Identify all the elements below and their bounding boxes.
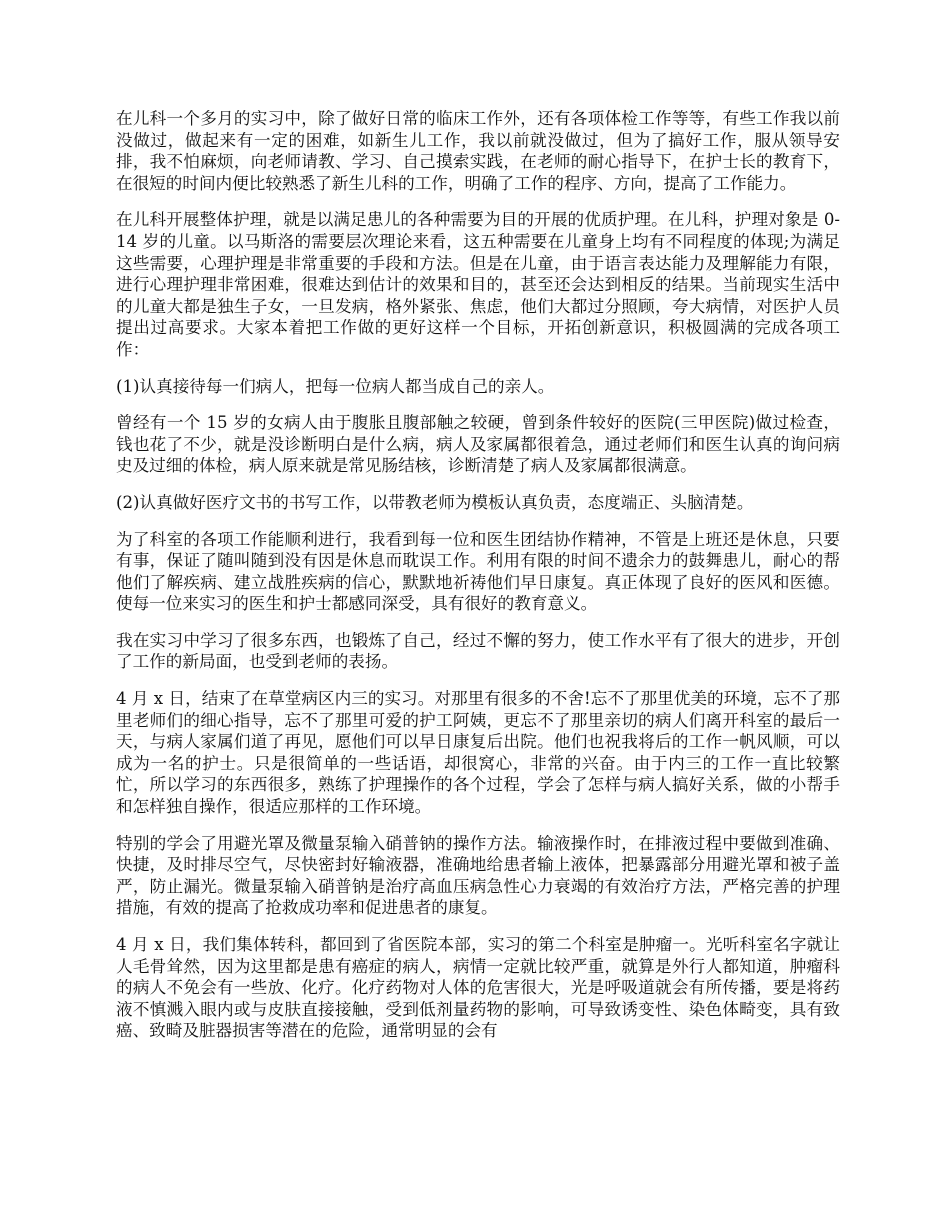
paragraph: 在儿科开展整体护理，就是以满足患儿的各种需要为目的开展的优质护理。在儿科，护理对象是 0-14 岁的儿童。以马斯洛的需要层次理论来看，这五种需要在儿童身上均有不同程度的体现;为满足这些需要，心理护理是非常重要的手段和方法。但是在儿童，由于语言表达能力及理解能力有限，进行心理护理非常困难，很难达到估计的效果和目的，甚至还会达到相反的结果。当前现实生活中的儿童大都是独生子女，一旦发病，格外紧张、焦虑，他们大都过分照顾，夸大病情，对医护人员提出过高要求。大家本着把工作做的更好这样一个目标，开拓创新意识，积极圆满的完成各项工作： — [116, 210, 840, 359]
paragraph: (2)认真做好医疗文书的书写工作，以带教老师为模板认真负责，态度端正、头脑清楚。 — [116, 492, 754, 512]
paragraph: 特别的学会了用避光罩及微量泵输入硝普钠的操作方法。输液操作时，在排液过程中要做到准确、快捷，及时排尽空气，尽快密封好输液器，准确地给患者输上液体，把暴露部分用避光罩和被子盖严，防止漏光。微量泵输入硝普钠是治疗高血压病急性心力衰竭的有效治疗方法，严格完善的护理措施，有效的提高了抢救成功率和促进患者的康复。 — [116, 833, 840, 918]
paragraph: 4 月 x 日，我们集体转科，都回到了省医院本部，实习的第二个科室是肿瘤一。光听科室名字就让人毛骨耸然，因为这里都是患有癌症的病人，病情一定就比较严重，就算是外行人都知道，肿瘤科的病人不免会有一些放、化疗。化疗药物对人体的危害很大，光是呼吸道就会有所传播，要是将药液不慎溅入眼内或与皮肤直接接触，受到低剂量药物的影响，可导致诱变性、染色体畸变，具有致癌、致畸及脏器损害等潜在的危险，通常明显的会有 — [116, 935, 840, 1041]
paragraph: 在儿科一个多月的实习中，除了做好日常的临床工作外，还有各项体检工作等等，有些工作我以前没做过，做起来有一定的困难，如新生儿工作，我以前就没做过，但为了搞好工作，服从领导安排，我不怕麻烦，向老师请教、学习、自己摸索实践，在老师的耐心指导下，在护士长的教育下，在很短的时间内便比较熟悉了新生儿科的工作，明确了工作的程序、方向，提高了工作能力。 — [116, 109, 840, 193]
paragraph: (1)认真接待每一们病人，把每一位病人都当成自己的亲人。 — [116, 376, 555, 396]
paragraph: 4 月 x 日，结束了在草堂病区内三的实习。对那里有很多的不舍!忘不了那里优美的环境，忘不了那里老师们的细心指导，忘不了那里可爱的护工阿姨，更忘不了那里亲切的病人们离开科室的最后一天，与病人家属们道了再见，愿他们可以早日康复后出院。他们也祝我将后的工作一帆风顺，可以成为一名的护士。只是很简单的一些话语，却很窝心，非常的兴奋。由于内三的工作一直比较繁忙，所以学习的东西很多，熟练了护理操作的各个过程，学会了怎样与病人搞好关系，做的小帮手和怎样独自操作，很适应那样的工作环境。 — [116, 689, 840, 817]
paragraph: 我在实习中学习了很多东西，也锻炼了自己，经过不懈的努力，使工作水平有了很大的进步，开创了工作的新局面，也受到老师的表扬。 — [116, 630, 840, 672]
document-body — [116, 108, 840, 1057]
paragraph: 为了科室的各项工作能顺利进行，我看到每一位和医生团结协作精神，不管是上班还是休息，只要有事，保证了随叫随到没有因是休息而耽误工作。利用有限的时间不遗余力的鼓舞患儿，耐心的帮他们了解疾病、建立战胜疾病的信心，默默地祈祷他们早日康复。真正体现了良好的医风和医德。使每一位来实习的医生和护士都感同深受，具有很好的教育意义。 — [116, 529, 840, 614]
paragraph: 曾经有一个 15 岁的女病人由于腹胀且腹部触之较硬，曾到条件较好的医院(三甲医院)做过检查，钱也花了不少，就是没诊断明白是什么病，病人及家属都很着急，通过老师们和医生认真的询问病史及过细的体检，病人原来就是常见肠结核，诊断清楚了病人及家属都很满意。 — [116, 413, 840, 476]
